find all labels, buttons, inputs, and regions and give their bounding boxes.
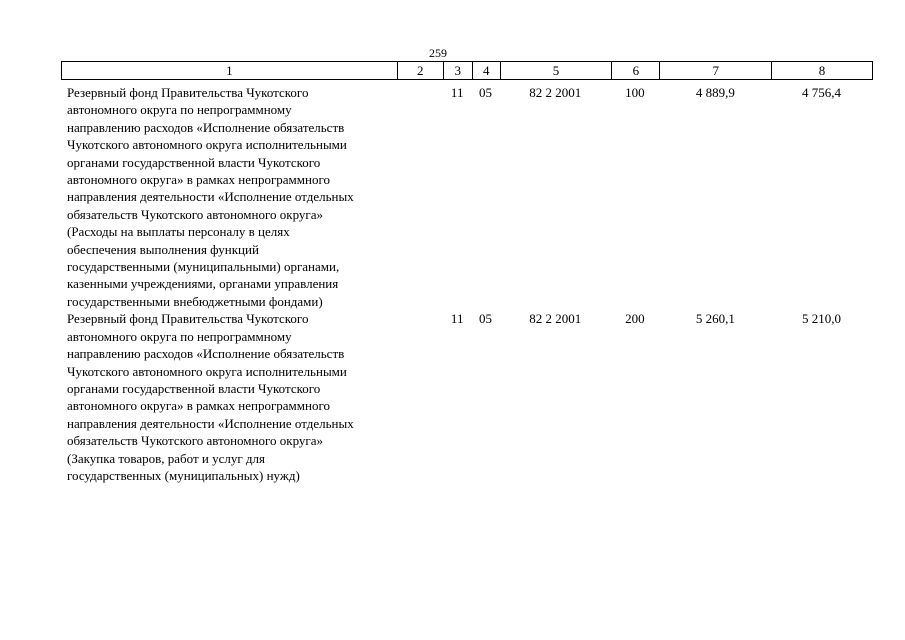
- row-col2: [397, 84, 443, 310]
- description-line: Резервный фонд Правительства Чукотского: [67, 311, 309, 327]
- description-line: автономного округа по непрограммному: [67, 328, 292, 344]
- header-cell-8: 8: [818, 63, 826, 78]
- page-number: 259: [429, 46, 447, 60]
- row-subsection: 05: [479, 85, 493, 100]
- table-row: [61, 310, 873, 484]
- row-amount-7: 4 889,9: [695, 85, 735, 100]
- row-amount-8: 4 756,4: [802, 85, 841, 100]
- description-line: автономного округа» в рамках непрограммного: [67, 398, 330, 414]
- row-amount-7: 5 260,1: [695, 311, 735, 327]
- header-cell-4: 4: [473, 62, 501, 79]
- description-line: Чукотского автономного округа исполнительными: [67, 363, 347, 379]
- description-line: обязательств Чукотского автономного округа»: [67, 433, 323, 449]
- header-cell-6: 6: [612, 62, 660, 79]
- description-line: (Закупка товаров, работ и услуг для: [67, 450, 265, 466]
- description-line: автономного округа» в рамках непрограммного: [67, 172, 330, 188]
- table-header-row: [61, 61, 873, 80]
- description-line: государственными (муниципальными) органами,: [67, 259, 340, 275]
- description-line: автономного округа по непрограммному: [67, 102, 292, 118]
- row-section: 11: [450, 85, 464, 100]
- table-row: [61, 84, 873, 310]
- header-cell-5: 5: [501, 62, 613, 79]
- description-line: направления деятельности «Исполнение отдельных: [67, 415, 354, 431]
- header-cell-3: 3: [444, 62, 473, 79]
- header-cell-7: 7: [660, 62, 772, 79]
- row-expense-type: 200: [625, 311, 645, 327]
- description-line: органами государственной власти Чукотского: [67, 380, 321, 396]
- header-cell-1: 1: [62, 62, 398, 79]
- description-line: (Расходы на выплаты персоналу в целях: [67, 224, 290, 240]
- description-line: направлению расходов «Исполнение обязательств: [67, 119, 345, 135]
- description-line: государственными внебюджетными фондами): [67, 293, 323, 309]
- description-line: направлению расходов «Исполнение обязательств: [67, 346, 345, 362]
- description-line: направления деятельности «Исполнение отдельных: [67, 189, 354, 205]
- header-cell-2: 2: [398, 62, 444, 79]
- row-amount-8: 5 210,0: [802, 311, 841, 327]
- row-description: [61, 84, 397, 310]
- row-target-article: 82 2 2001: [529, 311, 582, 327]
- row-subsection: 05: [479, 311, 493, 327]
- row-expense-type: 100: [625, 85, 645, 100]
- row-section: 11: [450, 311, 464, 327]
- description-line: обязательств Чукотского автономного округа»: [67, 206, 323, 222]
- row-col2: [397, 310, 443, 484]
- row-target-article: 82 2 2001: [529, 85, 582, 100]
- description-line: органами государственной власти Чукотского: [67, 154, 321, 170]
- row-description: [61, 310, 397, 484]
- description-line: Резервный фонд Правительства Чукотского: [67, 85, 309, 100]
- table-body: [61, 84, 873, 484]
- description-line: обеспечения выполнения функций: [67, 241, 259, 257]
- description-line: казенными учреждениями, органами управления: [67, 276, 339, 292]
- description-line: Чукотского автономного округа исполнительными: [67, 137, 347, 153]
- description-line: государственных (муниципальных) нужд): [67, 467, 300, 483]
